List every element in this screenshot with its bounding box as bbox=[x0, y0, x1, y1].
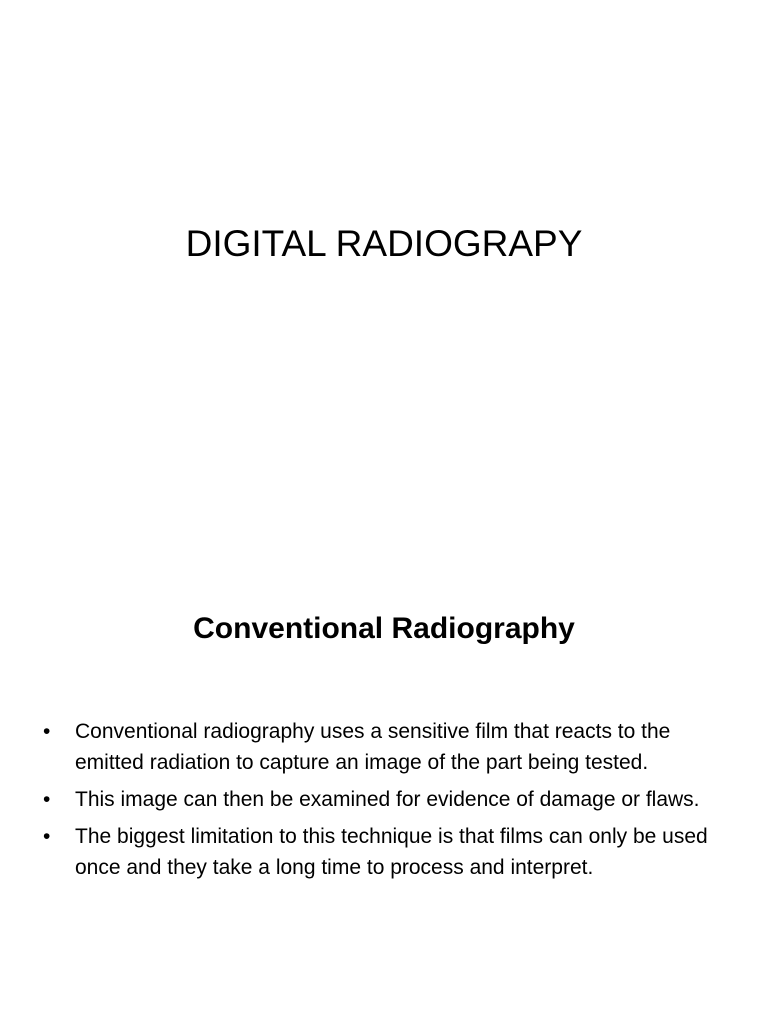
bullet-text: Conventional radiography uses a sensitive film that reacts to the emitted radiation to capture an image of the part being tested. bbox=[75, 720, 671, 774]
content-slide bbox=[0, 576, 768, 1024]
bullet-icon: • bbox=[43, 788, 51, 811]
bullet-text: The biggest limitation to this technique is that films can only be used once and they take a long time to process and interpret. bbox=[75, 825, 708, 879]
bullet-item bbox=[40, 784, 720, 815]
bullet-list bbox=[40, 716, 720, 889]
bullet-icon: • bbox=[43, 825, 51, 848]
bullet-item bbox=[40, 821, 720, 883]
bullet-text: This image can then be examined for evidence of damage or flaws. bbox=[75, 788, 700, 811]
bullet-item bbox=[40, 716, 720, 778]
bullet-icon: • bbox=[43, 720, 51, 743]
section-heading: Conventional Radiography bbox=[193, 612, 575, 645]
slide-title: DIGITAL RADIOGRAPY bbox=[185, 223, 583, 264]
